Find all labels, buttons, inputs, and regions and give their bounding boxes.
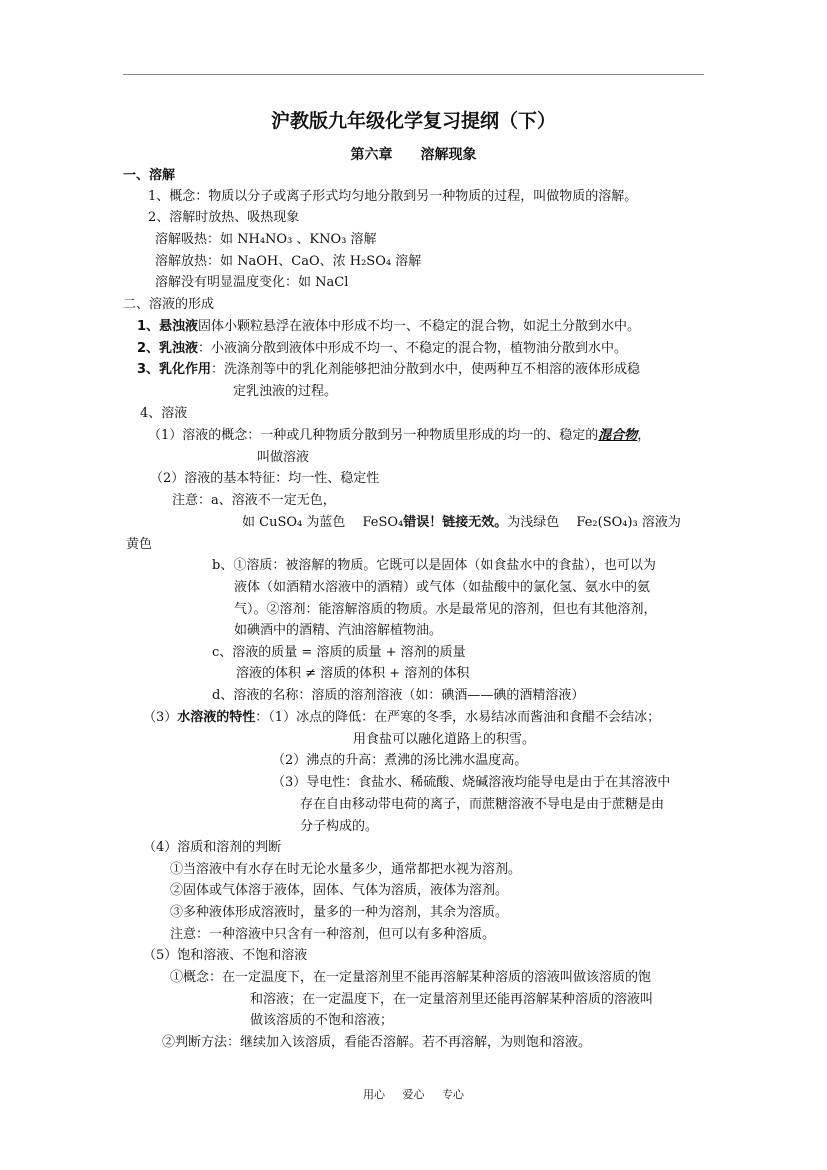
term-definition: ：小液滴分散到液体中形成不均一、不稳定的混合物，植物油分散到水中。 (198, 341, 628, 356)
text-line: ②固体或气体溶于液体，固体、气体为溶质，液体为溶剂。 (170, 883, 509, 898)
text-segment: （1）溶液的概念：一种或几种物质分散到另一种物质里形成的均一的、稳定的 (148, 428, 599, 443)
text-line: 注意：a、溶液不一定无色， (172, 493, 336, 508)
chapter-heading: 第六章 溶解现象 (350, 147, 477, 163)
header-rule (123, 74, 704, 75)
text-line: 和溶液；在一定温度下，在一定量溶剂里还能再溶解某种溶质的溶液叫 (250, 992, 654, 1007)
text-segment: ， (637, 428, 651, 443)
page-footer (0, 1086, 827, 1102)
text-line: 溶解放热：如 NaOH、CaO、浓 H₂SO₄ 溶解 (155, 254, 422, 269)
text-line: 溶解吸热：如 NH₄NO₃ 、KNO₃ 溶解 (155, 232, 377, 247)
term-label: 水溶液的特性 (177, 710, 256, 725)
section-heading: 一、溶解 (123, 168, 176, 183)
text-line: ③多种液体形成溶液时，量多的一种为溶剂，其余为溶质。 (170, 905, 509, 920)
text-segment: 为浅绿色 Fe₂(SO₄)₃ 溶液为 (507, 515, 681, 530)
text-line: （5）饱和溶液、不饱和溶液 (143, 948, 308, 963)
text-line: （2）沸点的升高：煮沸的汤比沸水温度高。 (272, 753, 528, 768)
text-line: 溶液的体积 ≠ 溶质的体积 + 溶剂的体积 (236, 666, 470, 681)
footer-text: 专心 (442, 1088, 464, 1101)
text-line: 2、溶解时放热、吸热现象 (148, 210, 300, 225)
term-label: 3、乳化作用 (137, 362, 212, 377)
text-line: 液体（如酒精水溶液中的酒精）或气体（如盐酸中的氯化氢、氨水中的氨 (234, 580, 651, 595)
text-line: 黄色 (126, 537, 153, 552)
underlined-term: 混合物 (598, 428, 638, 443)
text-line: d、溶液的名称：溶质的溶剂溶液（如：碘酒——碘的酒精溶液） (212, 688, 585, 703)
text-line: 如碘酒中的酒精、汽油溶解植物油。 (234, 623, 443, 638)
text-line: ①当溶液中有水存在时无论水量多少，通常都把水视为溶剂。 (170, 862, 522, 877)
text-line (137, 318, 640, 336)
text-line: 4、溶液 (140, 406, 188, 421)
section-heading: 二、溶液的形成 (123, 297, 215, 312)
text-line (137, 361, 640, 379)
text-line: 存在自由移动带电荷的离子，而蔗糖溶液不导电是由于蔗糖是由 (300, 797, 665, 812)
footer-text: 用心 (363, 1088, 385, 1101)
term-label: 1、悬浊液 (137, 319, 199, 334)
text-line: 分子构成的。 (300, 819, 379, 834)
footer-text: 爱心 (402, 1088, 425, 1101)
text-line (148, 427, 650, 445)
text-segment: ：（1）冰点的降低：在严寒的冬季，水易结冰而酱油和食醋不会结冰； (255, 710, 661, 725)
text-line: 气）。②溶剂：能溶解溶质的物质。水是最常见的溶剂，但也有其他溶剂， (234, 602, 657, 617)
text-line (242, 514, 681, 532)
text-line: 叫做溶液 (257, 450, 310, 465)
term-definition: 固体小颗粒悬浮在液体中形成不均一、不稳定的混合物，如泥土分散到水中。 (198, 319, 641, 334)
text-line: （2）溶液的基本特征：均一性、稳定性 (150, 471, 380, 486)
text-line (137, 340, 627, 358)
text-line: 溶解没有明显温度变化：如 NaCl (155, 275, 349, 290)
document-title: 沪教版九年级化学复习提纲（下） (270, 110, 556, 132)
text-line: 1、概念：物质以分子或离子形式均匀地分散到另一种物质的过程，叫做物质的溶解。 (148, 189, 638, 204)
text-line: ①概念：在一定温度下，在一定量溶剂里不能再溶解某种溶质的溶液叫做该溶质的饱 (170, 970, 652, 985)
broken-link-error: 错误！链接无效。 (403, 515, 508, 530)
text-line: 注意：一种溶液中只含有一种溶剂，但可以有多种溶质。 (170, 927, 496, 942)
term-definition: ：洗涤剂等中的乳化剂能够把油分散到水中，使两种互不相溶的液体形成稳 (211, 362, 641, 377)
text-line: ②判断方法：继续加入该溶质，看能否溶解。若不再溶解，为则饱和溶液。 (162, 1035, 592, 1050)
text-line: 定乳浊液的过程。 (233, 384, 338, 399)
text-segment: （3） (143, 710, 178, 725)
text-segment: 如 CuSO₄ 为蓝色 FeSO₄ (242, 515, 404, 530)
term-label: 2、乳浊液 (137, 341, 199, 356)
text-line: （4）溶质和溶剂的判断 (143, 840, 282, 855)
text-line (143, 709, 660, 727)
text-line: b、①溶质：被溶解的物质。它既可以是固体（如食盐水中的食盐），也可以为 (212, 558, 656, 573)
text-line: c、溶液的质量 = 溶质的质量 + 溶剂的质量 (212, 645, 466, 660)
text-line: （3）导电性：食盐水、稀硫酸、烧碱溶液均能导电是由于在其溶液中 (272, 775, 671, 790)
text-line: 用食盐可以融化道路上的积雪。 (353, 732, 536, 747)
text-line: 做该溶质的不饱和溶液； (250, 1013, 394, 1028)
